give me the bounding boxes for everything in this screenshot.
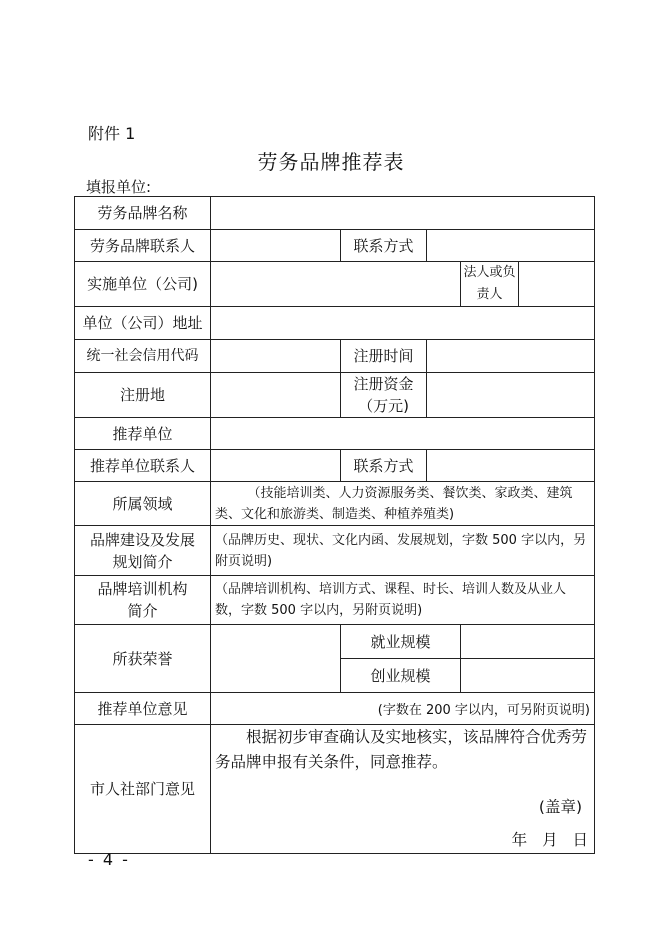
reg-time-label: 注册时间 [341, 340, 427, 373]
train-note[interactable]: （品牌培训机构、培训方式、课程、时长、培训人数及从业人数，字数 500 字以内，另附页说明) [211, 576, 595, 625]
reg-capital-field[interactable] [427, 373, 595, 418]
rec-contact-method-field[interactable] [427, 450, 595, 482]
train-label [75, 576, 211, 625]
train-label-line2: 简介 [127, 602, 158, 620]
plan-note[interactable]: （品牌历史、现状、文化内函、发展规划，字数 500 字以内，另附页说明) [211, 526, 595, 576]
rec-opinion-note[interactable]: (字数在 200 字以内，可另附页说明) [211, 693, 595, 725]
brand-contact-label: 劳务品牌联系人 [75, 230, 211, 262]
rec-contact-field[interactable] [211, 450, 341, 482]
employment-scale-field[interactable] [461, 625, 595, 659]
reg-place-label: 注册地 [75, 373, 211, 418]
rec-opinion-label: 推荐单位意见 [75, 693, 211, 725]
train-label-line1: 品牌培训机构 [97, 580, 188, 598]
credit-code-field[interactable] [211, 340, 341, 373]
legal-person-label: 法人或负责人 [461, 262, 519, 307]
reg-capital-unit: （万元) [358, 397, 409, 415]
city-opinion-text: 根据初步审查确认及实地核实，该品牌符合优秀劳务品牌申报有关条件，同意推荐。 [215, 728, 588, 771]
brand-name-label: 劳务品牌名称 [75, 197, 211, 230]
city-opinion-field[interactable] [211, 725, 595, 854]
form-title: 劳务品牌推荐表 [257, 150, 405, 174]
brand-contact-field[interactable] [211, 230, 341, 262]
field-note[interactable]: （技能培训类、人力资源服务类、餐饮类、家政类、建筑类、文化和旅游类、制造类、种植养殖类) [211, 482, 595, 526]
plan-label-line1: 品牌建设及发展 [89, 530, 195, 549]
rec-unit-field[interactable] [211, 418, 595, 450]
seal-label: (盖章) [538, 798, 583, 816]
plan-label [75, 526, 211, 576]
startup-scale-field[interactable] [461, 659, 595, 693]
impl-unit-label: 实施单位（公司) [75, 262, 211, 307]
honors-field[interactable] [211, 625, 341, 693]
legal-person-field[interactable] [519, 262, 595, 307]
reg-capital-text: 注册资金 [353, 375, 414, 393]
rec-unit-label: 推荐单位 [75, 418, 211, 450]
rec-contact-label: 推荐单位联系人 [75, 450, 211, 482]
date-label: 年 月 日 [511, 831, 589, 849]
employment-scale-label: 就业规模 [341, 625, 461, 659]
honors-label: 所获荣誉 [75, 625, 211, 693]
unit-address-label: 单位（公司）地址 [75, 307, 211, 340]
plan-label-line2: 规划简介 [112, 552, 173, 571]
contact-method-field[interactable] [427, 230, 595, 262]
reg-time-field[interactable] [427, 340, 595, 373]
reg-place-field[interactable] [211, 373, 341, 418]
unit-address-field[interactable] [211, 307, 595, 340]
brand-name-field[interactable] [211, 197, 595, 230]
page-number: - 4 - [88, 850, 130, 869]
reporter-label: 填报单位: [86, 178, 152, 196]
reg-capital-label [341, 373, 427, 418]
impl-unit-field[interactable] [211, 262, 461, 307]
attachment-label: 附件 1 [88, 124, 136, 143]
field-label: 所属领域 [75, 482, 211, 526]
rec-contact-method-label: 联系方式 [341, 450, 427, 482]
city-opinion-label: 市人社部门意见 [75, 725, 211, 854]
contact-method-label: 联系方式 [341, 230, 427, 262]
recommendation-form-table [74, 196, 595, 854]
startup-scale-label: 创业规模 [341, 659, 461, 693]
credit-code-label: 统一社会信用代码 [75, 340, 211, 373]
